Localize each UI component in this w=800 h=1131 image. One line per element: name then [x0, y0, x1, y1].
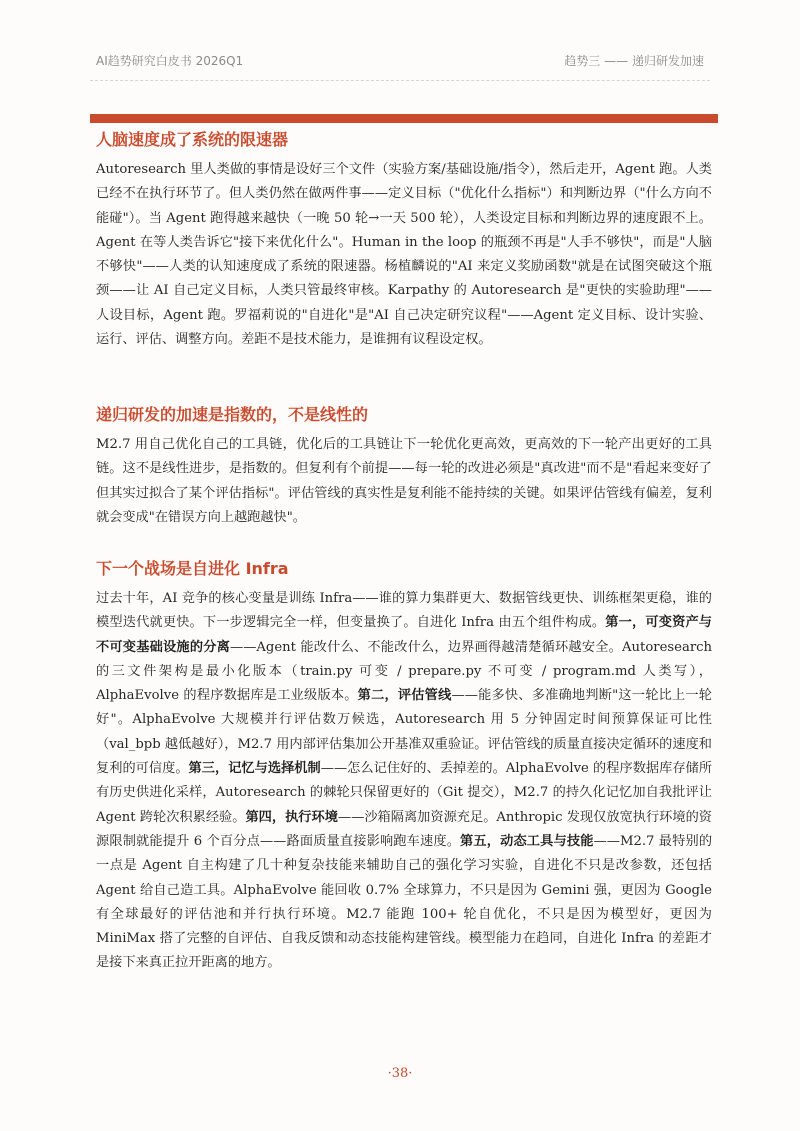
component-two-label: 第二，评估管线: [357, 688, 452, 704]
page-number: ·38·: [387, 1066, 413, 1081]
text-run: ——Agent 能改什么、不能改什么，边界画得越清楚循环越安全。Autoresearch 的三文件架构是最小化版本（train.py 可变 / prepare.py 不可变 / program.md 人类写），AlphaEvolve 的程序数据库是工业级版本。: [96, 639, 713, 704]
header-chapter-title: 趋势三 —— 递归研发加速: [564, 53, 704, 68]
component-three-label: 第三，记忆与选择机制: [188, 761, 321, 777]
section-heading-bottleneck: 人脑速度成了系统的限速器: [96, 130, 289, 149]
component-one-label: 第一，可变资产与不可变基础设施的分离: [96, 615, 712, 655]
component-four-label: 第四，执行环境: [245, 809, 338, 825]
text-run: ——怎么记住好的、丢掉差的。AlphaEvolve 的程序数据库存储所有历史供进化采样，Autoresearch 的棘轮只保留更好的（Git 提交），M2.7 的持久化记忆加自我批评让 Agent 跨轮次积累经验。: [96, 761, 713, 825]
section-paragraph-self-evolving-infra: [96, 587, 712, 976]
header-document-title: AI趋势研究白皮书 2026Q1: [96, 53, 244, 68]
section-paragraph-bottleneck: Autoresearch 里人类做的事情是设好三个文件（实验方案/基础设施/指令），然后走开，Agent 跑。人类已经不在执行环节了。但人类仍然在做两件事——定义目标（"优化什么指标"）和判断边界（"什么方向不能碰"）。当 Agent 跑得越来越快（一晚 50 轮→一天 500 轮），人类设定目标和判断边界的速度跟不上。Agent 在等人类告诉它"接下来优化什么"。Human in the loop 的瓶颈不再是"人手不够快"，而是"人脑不够快"——人类的认知速度成了系统的限速器。杨植麟说的"AI 来定义奖励函数"就是在试图突破这个瓶颈——让 AI 自己定义目标，人类只管最终审核。Karpathy 的 Autoresearch 是"更快的实验助理"——人设目标，Agent 跑。罗福莉说的"自进化"是"AI 自己决定研究议程"——Agent 定义目标、设计实验、运行、评估、调整方向。差距不是技术能力，是谁拥有议程设定权。: [96, 162, 712, 348]
header-divider: [90, 80, 710, 81]
text-run: ——能多快、多准确地判断"这一轮比上一轮好"。AlphaEvolve 大规模并行评估数万候选，Autoresearch 用 5 分钟固定时间预算保证可比性（val_bpb 越低越好），M2.7 用内部评估集加公开基准双重验证。评估管线的质量直接决定循环的速度和复利的可信度。: [96, 688, 712, 777]
section-heading-exponential: 递归研发的加速是指数的，不是线性的: [96, 405, 369, 424]
section-heading-self-evolving-infra: 下一个战场是自进化 Infra: [96, 559, 289, 578]
section-paragraph-exponential: M2.7 用自己优化自己的工具链，优化后的工具链让下一轮优化更高效，更高效的下一轮产出更好的工具链。这不是线性进步，是指数的。但复利有个前提——每一轮的改进必须是"真改进"而不是"看起来变好了但其实过拟合了某个评估指标"。评估管线的真实性是复利能不能持续的关键。如果评估管线有偏差，复利就会变成"在错误方向上越跑越快"。: [96, 437, 712, 525]
text-run: ——沙箱隔离加资源充足。Anthropic 发现仅放宽执行环境的资源限制就能提升 6 个百分点——路面质量直接影响跑车速度。: [96, 809, 712, 849]
text-run: 过去十年，AI 竞争的核心变量是训练 Infra——谁的算力集群更大、数据管线更快、训练框架更稳，谁的模型迭代就更快。下一步逻辑完全一样，但变量换了。自进化 Infra 由五个组件构成。: [96, 591, 712, 631]
text-run: ——M2.7 最特别的一点是 Agent 自主构建了几十种复杂技能来辅助自己的强化学习实验，自进化不只是改参数，还包括 Agent 给自己造工具。AlphaEvolve 能回收 0.7% 全球算力，不只是因为 Gemini 强，更因为 Google 有全球最好的评估池和并行执行环境。M2.7 能跑 100+ 轮自优化，不只是因为模型好，更因为 MiniMax 搭了完整的自评估、自我反馈和动态技能构建管线。模型能力在趋同，自进化 Infra 的差距才是接下来真正拉开距离的地方。: [96, 833, 713, 971]
page-header: [96, 50, 704, 70]
accent-bar: [90, 114, 718, 123]
component-five-label: 第五，动态工具与技能: [460, 833, 594, 849]
